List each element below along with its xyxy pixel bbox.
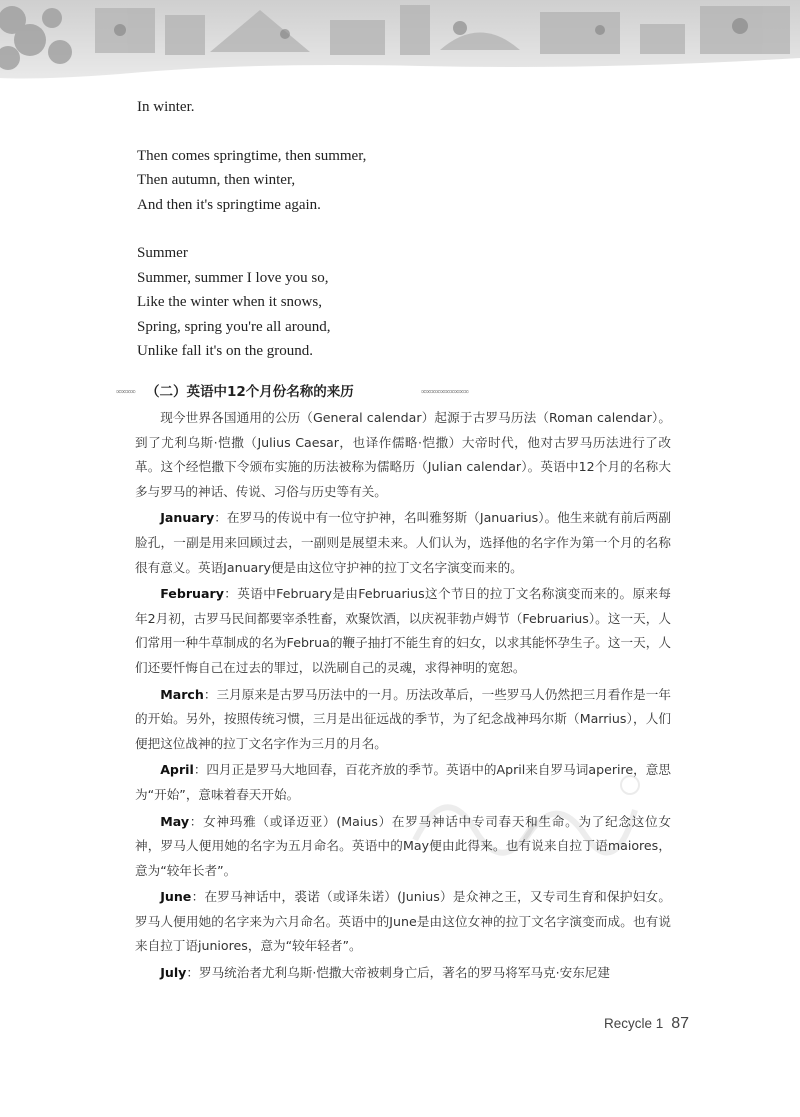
poem-line: Spring, spring you're all around,: [137, 318, 331, 335]
poem-line: Then comes springtime, then summer,: [137, 147, 367, 164]
header-banner-illustration: [0, 0, 800, 80]
stanza-2: [137, 144, 687, 218]
paragraph-text: ：女神玛雅（或译迈亚）(Maius）在罗马神话中专司春天和生命。为了纪念这位女神，罗马人便用她的名字为五月命名。英语中的May便由此得来。也有说来自拉丁语maiores，意为“较年长者”。: [135, 813, 671, 878]
month-term: May: [160, 813, 190, 829]
paragraph-february: [135, 582, 671, 680]
poem-line: Then autumn, then winter,: [137, 172, 296, 188]
poem-line: Like the winter when it snows,: [137, 294, 322, 310]
month-term: April: [160, 762, 194, 778]
page-number: 87: [671, 1015, 690, 1032]
paragraph-intro: [135, 406, 671, 504]
section-title: （二）英语中12个月份名称的来历: [146, 384, 354, 400]
paragraph-text: 现今世界各国通用的公历（General calendar）起源于古罗马历法（Roman calendar）。到了尤利乌斯·恺撒（Julius Caesar，也译作儒略·恺撒）大帝时代，他对古罗马历法进行了改革。这个经恺撒下令颁布实施的历法被称为儒略历（Julian calendar）。英语中12个月的名称大多与罗马的神话、传说、习俗与历史等有关。: [135, 410, 671, 499]
unit-label: Recycle 1: [604, 1016, 664, 1031]
month-term: March: [160, 686, 204, 702]
section-heading: [116, 381, 488, 403]
month-term: January: [160, 510, 215, 526]
banner-art: [0, 0, 800, 80]
heading-ornament-right: ∞∞∞∞∞∞∞∞∞∞: [421, 387, 469, 396]
month-term: June: [160, 889, 192, 905]
paragraph-april: [135, 758, 671, 807]
poem-line: In winter.: [137, 99, 195, 115]
paragraph-text: ：四月正是罗马大地回春，百花齐放的季节。英语中的April来自罗马词aperire，意思为“开始”，意味着春天开始。: [135, 762, 671, 802]
paragraph-text: ：三月原来是古罗马历法中的一月。历法改革后，一些罗马人仍然把三月看作是一年的开始。另外，按照传统习惯，三月是出征远战的季节，为了纪念战神玛尔斯（Marrius），人们便把这位战神的拉丁文名字作为三月的月名。: [135, 686, 671, 751]
paragraph-text: ：罗马统治者尤利乌斯·恺撒大帝被刺身亡后，著名的罗马将军马克·安东尼建: [186, 965, 610, 981]
paragraph-text: ：在罗马的传说中有一位守护神，名叫雅努斯（Januarius）。他生来就有前后两副脸孔，一副是用来回顾过去，一副则是展望未来。人们认为，选择他的名字作为第一个月的名称很有意义。英语January便是由这位守护神的拉丁文名字演变而来的。: [135, 510, 671, 575]
poem-line: And then it's springtime again.: [137, 196, 321, 213]
stanza-1: [137, 95, 687, 120]
poem-line: Summer: [137, 245, 188, 261]
month-term: February: [160, 586, 224, 602]
paragraph-january: [135, 506, 671, 580]
paragraph-text: ：在罗马神话中，裘诺（或译朱诺）(Junius）是众神之王，又专司生育和保护妇女。罗马人便用她的名字来为六月命名。英语中的June是由这位女神的拉丁文名字演变而成。也有说来自拉丁语juniores，意为“较年轻者”。: [135, 889, 671, 954]
page-footer: [604, 1015, 689, 1033]
poem-line: Unlike fall it's on the ground.: [137, 343, 314, 359]
paragraph-july: [135, 961, 671, 986]
paragraph-text: ：英语中February是由Februarius这个节日的拉丁文名称演变而来的。原来每年2月初，古罗马民间都要宰杀牲畜，欢聚饮酒，以庆祝菲勃卢姆节（Februarius）。这一天，人们常用一种牛草制成的名为Februa的鞭子抽打不能生育的妇女，以求其能怀孕生子。这一天，人们还要忏悔自己在过去的罪过，以洗刷自己的灵魂，求得神明的宽恕。: [135, 586, 671, 675]
poem: [137, 95, 687, 388]
paragraph-june: [135, 885, 671, 959]
month-term: July: [160, 965, 187, 981]
paragraph-may: [135, 810, 671, 884]
paragraph-march: [135, 683, 671, 757]
poem-line: Summer, summer I love you so,: [137, 269, 329, 286]
article-body: [135, 406, 671, 988]
heading-ornament-left: ∞∞∞∞: [116, 387, 135, 396]
stanza-3: [137, 241, 687, 364]
